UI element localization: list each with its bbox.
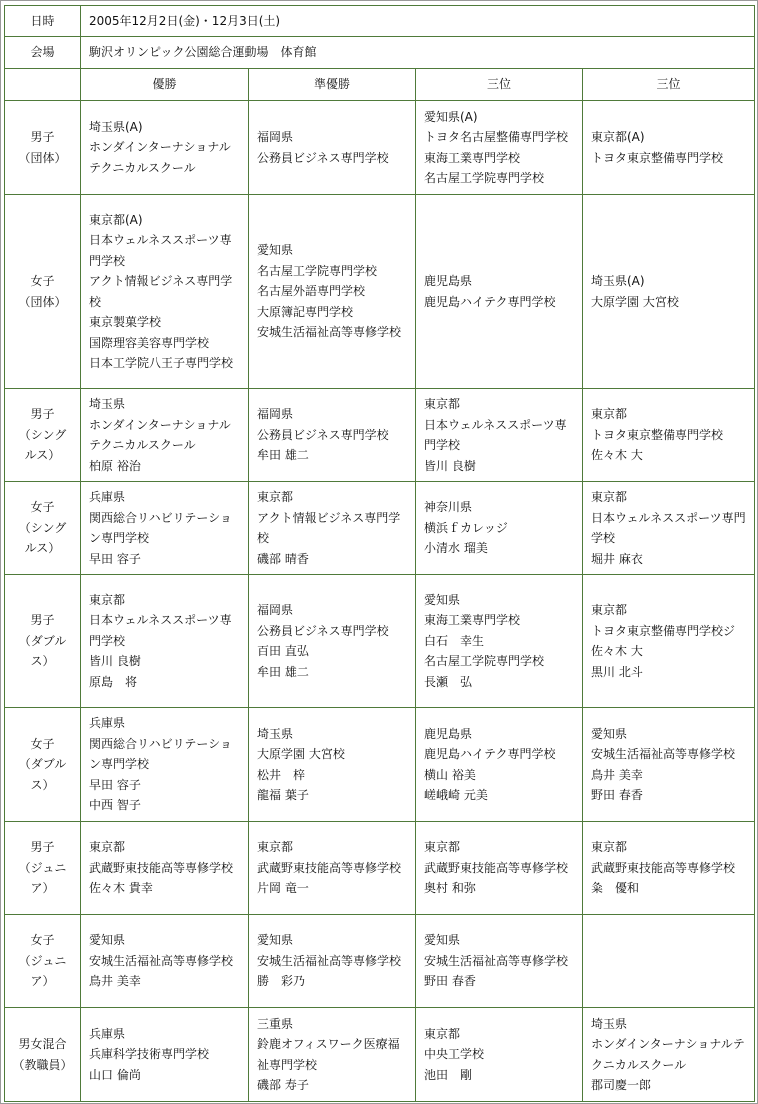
result-line: 松井 梓 [257,767,306,782]
category-label-line: （ダブル [18,757,67,772]
result-line: 三重県 [257,1016,294,1031]
result-line: 武蔵野東技能高等専修学校 [424,860,569,875]
result-line: 山口 倫尚 [89,1067,141,1082]
result-line: 勝 彩乃 [257,974,306,989]
result-line: 堀井 麻衣 [591,551,643,566]
result-cell [416,575,583,708]
header-cell-runner-up: 準優勝 [249,69,416,101]
category-label-line: （シング [18,520,67,535]
result-line: 安城生活福祉高等専修学校 [424,953,569,968]
result-line: 小清水 瑠美 [424,541,488,556]
result-line: 名古屋工学院専門学校 [424,654,545,669]
result-cell [583,1008,755,1102]
result-cell [249,822,416,915]
category-label-line: 男子 [30,613,55,628]
category-label-line: （団体） [18,150,67,165]
category-label [5,915,81,1008]
result-line: 名古屋工学院専門学校 [424,171,545,185]
result-line: 埼玉県(A) [591,274,645,288]
result-cell [583,575,755,708]
result-line: 横浜ｆカレッジ [424,520,508,535]
result-line: 鳥井 美幸 [89,974,141,989]
date-value: 2005年12月2日(金)・12月3日(土) [81,6,755,37]
result-line: ホンダインターナショナルテクニカルスクール [89,140,231,175]
category-label [5,1008,81,1102]
result-line: トヨタ名古屋整備専門学校 [424,130,569,144]
category-label-line: （ジュニ [18,860,67,875]
result-line: 名古屋工学院専門学校 [257,263,378,278]
result-line: 公務員ビジネス専門学校 [257,623,389,638]
result-line: 白石 幸生 [424,633,485,648]
result-line: 野田 春香 [591,788,643,802]
result-line: 東京都(A) [89,212,143,227]
result-cell [249,575,416,708]
result-line: 日本ウェルネススポーツ専門学校 [424,417,567,452]
result-line: 大原簿記専門学校 [257,304,354,319]
result-line: 佐々木 大 [591,448,643,463]
result-cell [81,822,249,915]
result-line: 武蔵野東技能高等専修学校 [591,860,736,875]
result-line: ホンダインターナショナルテクニカルスクール [591,1037,745,1072]
result-line: 名古屋外語専門学校 [257,284,366,299]
result-line: 牟田 雄二 [257,448,309,463]
result-line: 東京都 [424,1026,461,1041]
result-line: 中西 智子 [89,798,141,813]
result-line: 龍福 葉子 [257,788,309,802]
result-cell [249,389,416,482]
category-label [5,101,81,195]
result-line: 鹿児島県 [424,726,473,741]
result-cell [81,389,249,482]
result-line: 福岡県 [257,130,294,144]
result-line: 愛知県 [257,933,294,948]
result-line: 柏原 裕治 [89,458,141,473]
result-line: 鳥井 美幸 [591,767,643,782]
result-line: アクト情報ビジネス専門学校 [257,510,401,545]
table-row [5,822,755,915]
result-cell [583,101,755,195]
category-label-line: 女子 [30,736,55,751]
result-line: 福岡県 [257,603,294,617]
result-line: 東京都 [591,840,628,855]
result-line: 愛知県 [89,933,126,948]
date-label: 日時 [5,6,81,37]
category-label-line: （ジュニ [18,953,67,968]
category-label-line: 男子 [30,840,55,855]
result-line: 東海工業専門学校 [424,150,521,165]
result-line: 長瀬 弘 [424,674,473,689]
category-label-line: （シング [18,427,67,442]
result-line: 兵庫県 [89,716,126,731]
table-row [5,101,755,195]
result-cell [416,389,583,482]
result-line: 東京都(A) [591,130,645,144]
table-row [5,389,755,482]
result-line: 埼玉県 [591,1016,628,1031]
result-line: 東京都 [257,490,294,504]
result-cell [81,1008,249,1102]
result-line: 百田 直弘 [257,644,309,658]
header-cell-blank [5,69,81,101]
header-cell-third-b: 三位 [583,69,755,101]
result-cell [583,389,755,482]
category-label-line: 男女混合 [18,1037,67,1051]
result-line: 郡司慶一郎 [591,1078,652,1092]
result-line: 安城生活福祉高等専修学校 [257,325,402,340]
venue-row [5,37,755,69]
result-cell [583,708,755,822]
result-line: 関西総合リハビリテーション専門学校 [89,510,232,545]
result-line: 奥村 和弥 [424,881,476,896]
result-line: 東海工業専門学校 [424,613,521,628]
category-label-line: ス） [30,654,55,669]
result-line: 愛知県(A) [424,109,478,124]
category-label [5,575,81,708]
category-label-line: （ダブル [18,633,67,648]
result-line: 早田 容子 [89,551,141,566]
result-line: 原島 将 [89,674,138,689]
result-cell [81,708,249,822]
result-line: 粂 優和 [591,881,640,896]
result-line: 大原学園 大宮校 [591,294,679,309]
result-line: 日本工学院八王子専門学校 [89,356,234,370]
category-label [5,195,81,389]
result-line: 東京製菓学校 [89,315,162,329]
result-line: 東京都 [89,840,126,855]
table-row [5,195,755,389]
result-line: 公務員ビジネス専門学校 [257,150,389,165]
result-line: 東京都 [424,840,461,855]
category-label-line: 女子 [30,274,55,288]
result-line: 大原学園 大宮校 [257,747,345,761]
result-line: トヨタ東京整備専門学校 [591,427,724,442]
category-label [5,822,81,915]
result-line: 東京都 [257,840,294,855]
header-row [5,69,755,101]
result-cell [583,482,755,575]
result-cell [249,101,416,195]
category-label [5,708,81,822]
category-label [5,482,81,575]
table-row [5,708,755,822]
result-cell [583,915,755,1008]
result-line: 国際理容美容専門学校 [89,335,210,350]
result-cell [249,915,416,1008]
result-cell [249,195,416,389]
result-line: 池田 剛 [424,1067,473,1082]
result-cell [81,101,249,195]
result-line: 嵯峨崎 元美 [424,788,488,802]
result-line: 埼玉県 [257,726,294,741]
result-line: 安城生活福祉高等専修学校 [257,953,402,968]
result-line: 日本ウェルネススポーツ専門学校 [591,510,746,545]
category-label [5,389,81,482]
result-line: 片岡 竜一 [257,881,309,896]
category-label-line: （教職員） [12,1057,73,1072]
result-line: 東京都 [89,592,126,607]
result-cell [583,822,755,915]
category-label-line: ス） [30,777,55,792]
result-line: 鹿児島ハイテク専門学校 [424,747,556,761]
result-cell [416,1008,583,1102]
result-cell [81,915,249,1008]
result-line: 中央工学校 [424,1047,485,1062]
result-line: 日本ウェルネススポーツ専門学校 [89,233,232,268]
result-line: 関西総合リハビリテーション専門学校 [89,736,232,772]
result-line: ホンダインターナショナルテクニカルスクール [89,417,231,452]
result-line: 安城生活福祉高等専修学校 [89,953,234,968]
result-line: 愛知県 [257,243,294,258]
result-line: 鹿児島県 [424,274,473,288]
result-line: 磯部 寿子 [257,1078,309,1092]
result-cell [416,101,583,195]
results-table [4,5,755,1102]
result-line: 佐々木 貴幸 [89,881,153,896]
result-line: 兵庫科学技術専門学校 [89,1047,210,1062]
result-line: 皆川 良樹 [424,458,476,473]
result-line: 牟田 雄二 [257,664,309,679]
category-label-line: ア） [30,881,55,896]
venue-label: 会場 [5,37,81,69]
result-line: トヨタ東京整備専門学校ジ [591,623,736,638]
category-label-line: 女子 [30,933,55,948]
result-line: 東京都 [591,407,628,422]
category-label-line: ルス） [24,448,61,463]
date-row [5,6,755,37]
result-line: 佐々木 大 [591,644,643,658]
result-line: 鈴鹿オフィスワーク医療福祉専門学校 [257,1037,400,1072]
result-line: 福岡県 [257,407,294,422]
table-row [5,575,755,708]
result-line: 野田 春香 [424,974,476,989]
result-cell [583,195,755,389]
category-label-line: （団体） [18,294,67,309]
result-line: 武蔵野東技能高等専修学校 [257,860,402,875]
result-line: 愛知県 [424,592,461,607]
result-line: トヨタ東京整備専門学校 [591,150,724,165]
result-line: 横山 裕美 [424,767,476,782]
category-label-line: 男子 [30,130,55,144]
result-cell [249,1008,416,1102]
result-cell [249,708,416,822]
header-cell-winner: 優勝 [81,69,249,101]
table-row [5,482,755,575]
category-label-line: ルス） [24,541,61,556]
result-line: 皆川 良樹 [89,654,141,669]
result-line: 武蔵野東技能高等専修学校 [89,860,234,875]
category-label-line: 女子 [30,500,55,515]
result-line: 愛知県 [424,933,461,948]
result-line: 鹿児島ハイテク専門学校 [424,294,556,309]
result-cell [81,575,249,708]
result-cell [416,915,583,1008]
result-line: アクト情報ビジネス専門学校 [89,274,233,309]
result-line: 早田 容子 [89,777,141,792]
result-cell [416,482,583,575]
table-row [5,1008,755,1102]
result-line: 兵庫県 [89,1026,126,1041]
category-label-line: ア） [30,974,55,989]
result-line: 磯部 晴香 [257,551,309,566]
result-cell [416,195,583,389]
result-cell [249,482,416,575]
result-line: 東京都 [591,490,628,504]
result-line: 神奈川県 [424,500,473,515]
result-line: 東京都 [591,603,628,617]
table-row [5,915,755,1008]
result-line: 愛知県 [591,726,628,741]
result-cell [416,708,583,822]
result-line: 東京都 [424,397,461,411]
result-cell [81,195,249,389]
result-cell [81,482,249,575]
result-line: 黒川 北斗 [591,664,643,679]
header-cell-third-a: 三位 [416,69,583,101]
result-line: 兵庫県 [89,490,126,504]
result-line: 安城生活福祉高等専修学校 [591,747,736,761]
result-line: 埼玉県(A) [89,119,143,134]
result-cell [416,822,583,915]
result-line: 公務員ビジネス専門学校 [257,427,389,442]
venue-value: 駒沢オリンピック公園総合運動場 体育館 [81,37,755,69]
result-line: 埼玉県 [89,397,126,411]
result-line: 日本ウェルネススポーツ専門学校 [89,613,232,648]
category-label-line: 男子 [30,407,55,422]
